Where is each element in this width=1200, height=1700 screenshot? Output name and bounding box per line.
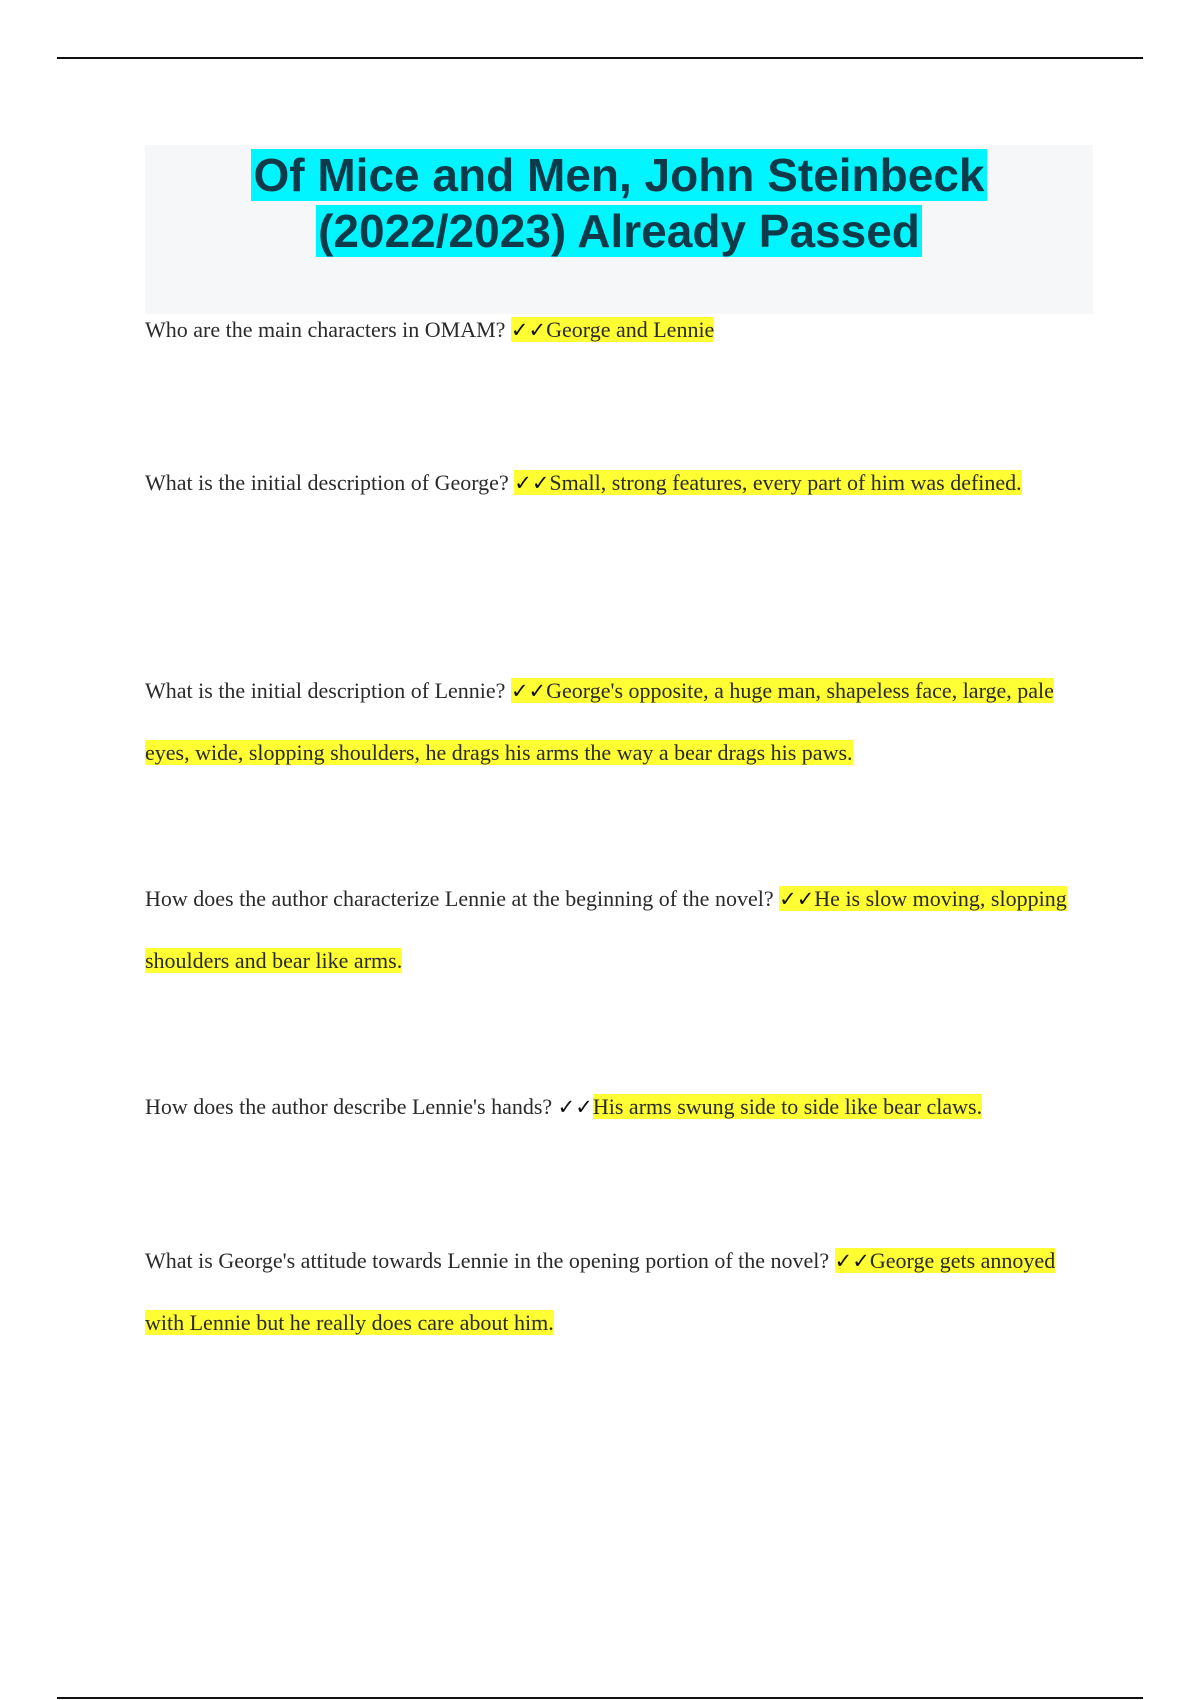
- qa-item-4: [145, 868, 1090, 991]
- question-6: What is George's attitude towards Lennie in the opening portion of the novel?: [145, 1248, 830, 1273]
- check-icon: ✓✓: [510, 679, 547, 703]
- qa-item-2: [145, 452, 1090, 514]
- title-block: [145, 145, 1093, 314]
- check-icon: ✓✓: [779, 887, 815, 911]
- bottom-rule: [57, 1697, 1143, 1699]
- qa-item-3: [145, 660, 1090, 783]
- answer-2-highlight: [514, 470, 1021, 495]
- answer-3: George's opposite, a huge man, shapeless face, large, pale eyes, wide, slopping shoulders, he drags his arms the way a bear drags his paws.: [145, 678, 1054, 765]
- check-icon: ✓✓: [557, 1095, 593, 1119]
- question-5: How does the author describe Lennie's hands?: [145, 1094, 553, 1119]
- question-4: How does the author characterize Lennie at the beginning of the novel?: [145, 886, 774, 911]
- document-title-text: Of Mice and Men, John Steinbeck (2022/2023) Already Passed: [253, 149, 985, 257]
- top-rule: [57, 57, 1143, 59]
- question-2: What is the initial description of George?: [145, 470, 509, 495]
- qa-item-1: [145, 299, 1090, 361]
- answer-5: His arms swung side to side like bear claws.: [592, 1094, 983, 1119]
- check-icon: ✓✓: [514, 471, 550, 495]
- answer-5-highlight: [593, 1094, 982, 1119]
- answer-6: George gets annoyed with Lennie but he really does care about him.: [145, 1248, 1056, 1335]
- qa-item-5: [145, 1076, 1090, 1138]
- answer-4: He is slow moving, slopping shoulders and bear like arms.: [145, 886, 1067, 973]
- question-1: Who are the main characters in OMAM?: [145, 317, 506, 342]
- check-icon: ✓✓: [510, 318, 547, 342]
- document-title: [145, 145, 1093, 259]
- answer-2: Small, strong features, every part of him was defined.: [549, 470, 1022, 495]
- qa-item-6: [145, 1230, 1090, 1353]
- answer-1: George and Lennie: [546, 317, 715, 342]
- question-3: What is the initial description of Lennie?: [145, 678, 506, 703]
- answer-1-highlight: [511, 317, 714, 342]
- check-icon: ✓✓: [834, 1249, 870, 1273]
